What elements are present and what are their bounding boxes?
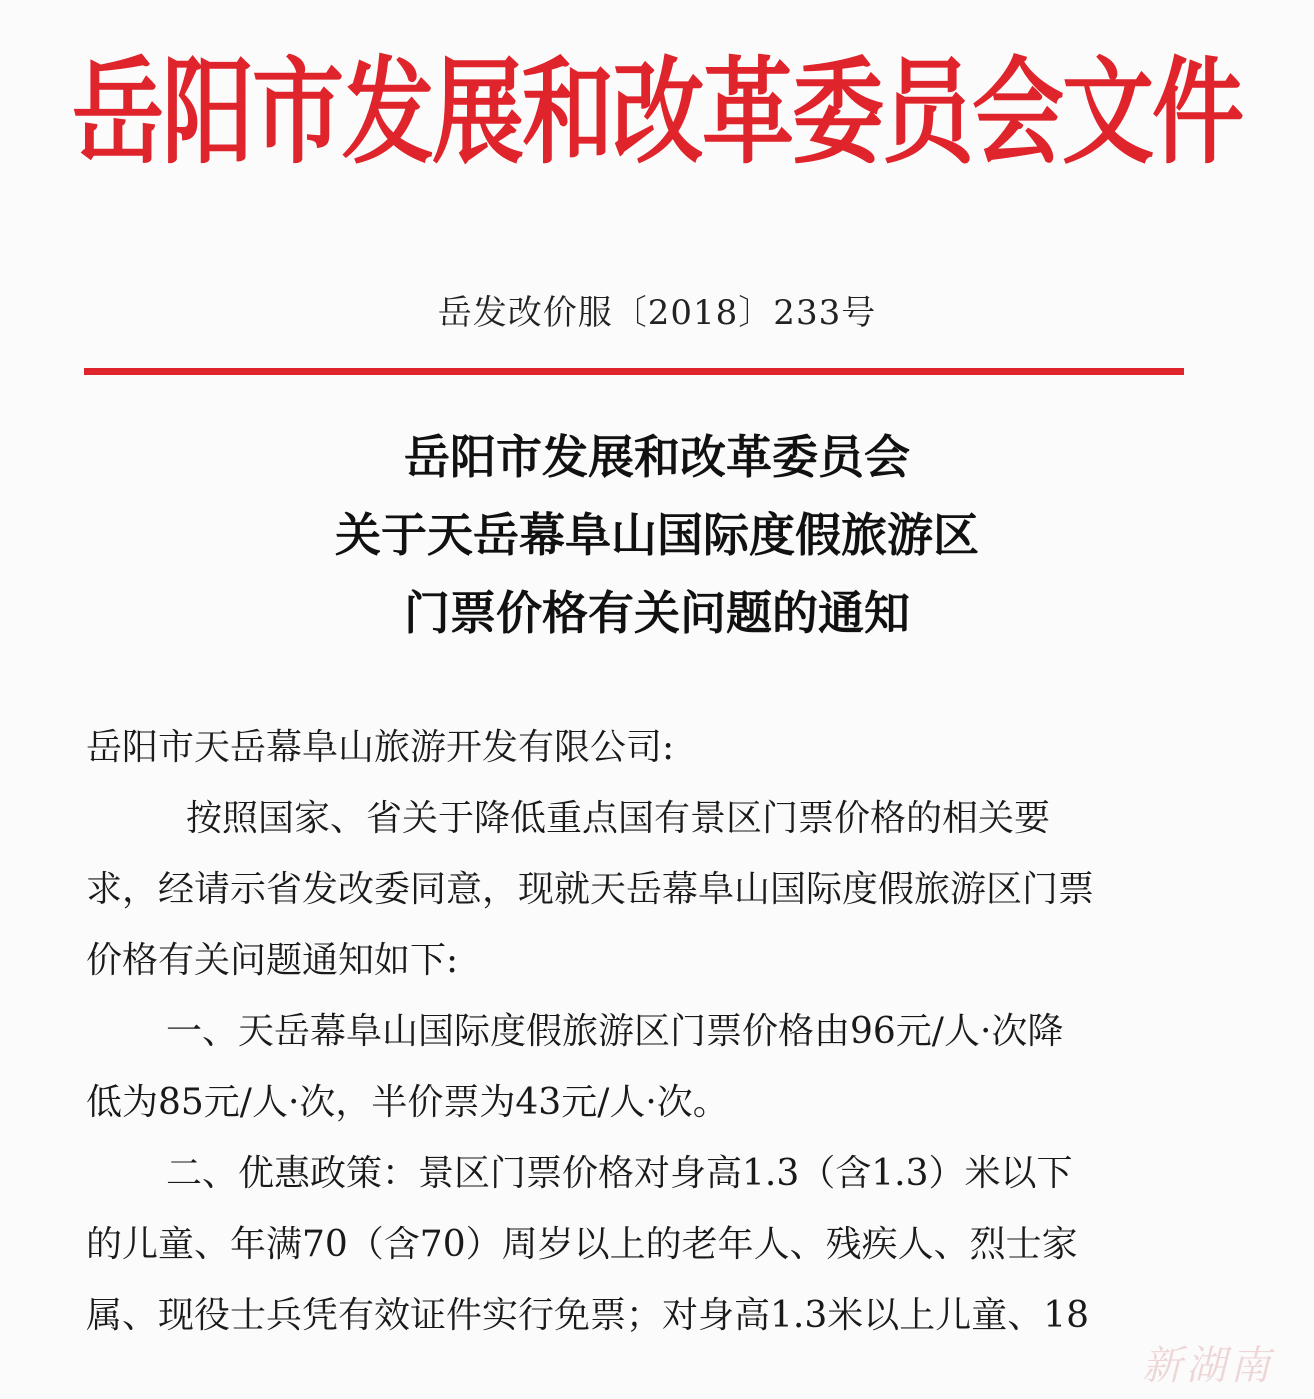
notice-title [0,418,1314,652]
paragraph-line: 的儿童、年满70（含70）周岁以上的老年人、残疾人、烈士家 [86,1224,1078,1265]
notice-title-line: 岳阳市发展和改革委员会 [404,430,910,484]
paragraph-line: 按照国家、省关于降低重点国有景区门票价格的相关要 [186,798,1051,839]
paragraph-line: 二、优惠政策：景区门票价格对身高1.3（含1.3）米以下 [166,1153,1073,1194]
notice-title-line: 门票价格有关问题的通知 [404,586,910,640]
addressee: 岳阳市天岳幕阜山旅游开发有限公司: [86,727,675,768]
document-header-title: 岳阳市发展和改革委员会文件 [71,44,1242,180]
red-divider-line [84,368,1184,375]
notice-title-line: 关于天岳幕阜山国际度假旅游区 [335,508,979,562]
body-text [86,712,1186,1351]
watermark: 新湖南 [1142,1343,1274,1389]
paragraph-line: 属、现役士兵凭有效证件实行免票；对身高1.3米以上儿童、18 [86,1295,1090,1336]
paragraph-line: 求，经请示省发改委同意，现就天岳幕阜山国际度假旅游区门票 [86,869,1095,910]
paragraph-line: 一、天岳幕阜山国际度假旅游区门票价格由96元/人·次降 [166,1011,1064,1052]
paragraph-line: 低为85元/人·次，半价票为43元/人·次。 [86,1082,729,1123]
document-number: 岳发改价服〔2018〕233号 [437,293,877,333]
paragraph-line: 价格有关问题通知如下: [86,940,459,981]
